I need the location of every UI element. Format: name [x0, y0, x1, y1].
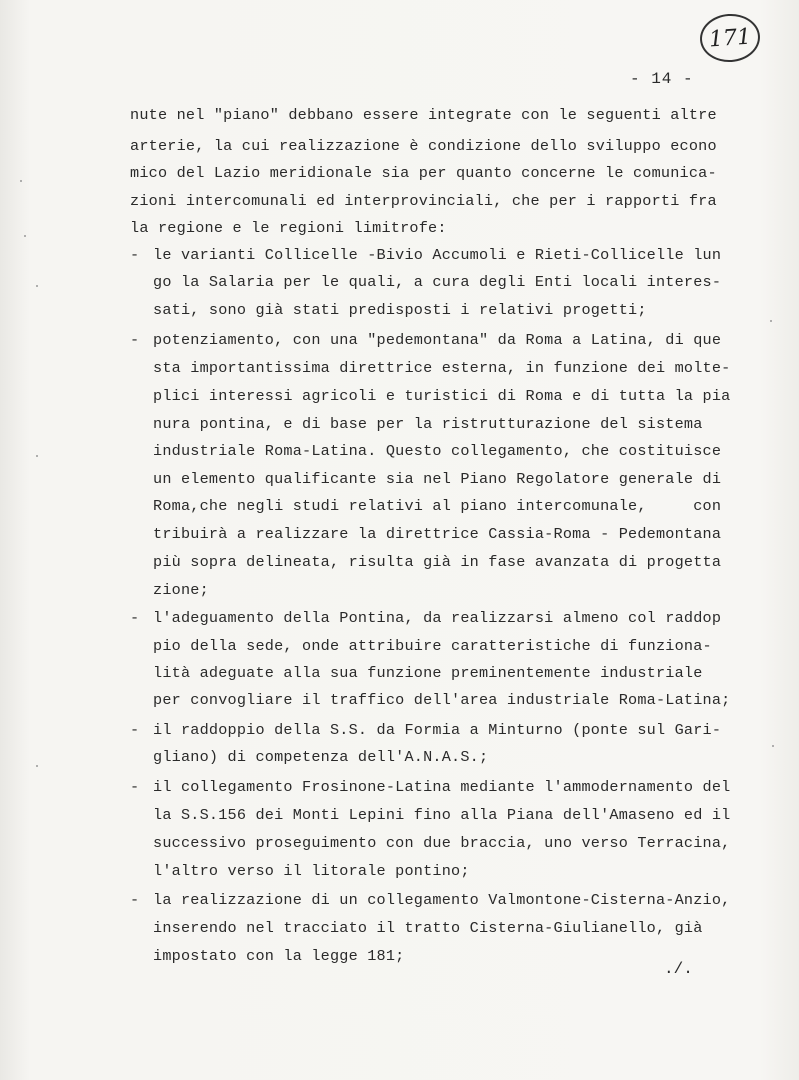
text-line-26: la S.S.156 dei Monti Lepini fino alla Piana dell'Amaseno ed il [153, 806, 731, 824]
scan-speck [24, 235, 26, 237]
scan-speck [772, 745, 774, 747]
text-line-5: la regione e le regioni limitrofe: [130, 219, 447, 237]
text-line-4: zioni intercomunali ed interprovinciali, che per i rapporti fra [130, 192, 717, 210]
scan-speck [36, 765, 38, 767]
text-line-19: l'adeguamento della Pontina, da realizzarsi almeno col raddop [153, 609, 722, 627]
list-dash-2: - [130, 331, 140, 349]
text-line-1: nute nel "piano" debbano essere integrate con le seguenti altre [130, 106, 717, 124]
text-line-14: un elemento qualificante sia nel Piano Regolatore generale di [153, 470, 722, 488]
scan-speck [20, 180, 22, 182]
text-line-22: per convogliare il traffico dell'area industriale Roma-Latina; [153, 691, 731, 709]
text-line-16: tribuirà a realizzare la direttrice Cassia-Roma - Pedemontana [153, 525, 722, 543]
text-line-23: il raddoppio della S.S. da Formia a Minturno (ponte sul Gari- [153, 721, 722, 739]
text-line-10: sta importantissima direttrice esterna, in funzione dei molte- [153, 359, 731, 377]
list-dash-6: - [130, 891, 140, 909]
text-line-31: impostato con la legge 181; [153, 947, 405, 965]
scan-speck [770, 320, 772, 322]
text-line-12: nura pontina, e di base per la ristrutturazione del sistema [153, 415, 703, 433]
text-line-27: successivo proseguimento con due braccia, uno verso Terracina, [153, 834, 731, 852]
text-line-2: arterie, la cui realizzazione è condizione dello sviluppo econo [130, 137, 717, 155]
page-number: - 14 - [630, 70, 694, 88]
list-dash-3: - [130, 609, 140, 627]
text-line-18: zione; [153, 581, 209, 599]
text-line-17: più sopra delineata, risulta già in fase avanzata di progetta [153, 553, 722, 571]
text-line-20: pio della sede, onde attribuire caratteristiche di funziona- [153, 637, 712, 655]
text-line-30: inserendo nel tracciato il tratto Cisterna-Giulianello, già [153, 919, 703, 937]
list-dash-5: - [130, 778, 140, 796]
scan-speck [36, 455, 38, 457]
text-line-3: mico del Lazio meridionale sia per quanto concerne le comunica- [130, 164, 717, 182]
text-line-7: go la Salaria per le quali, a cura degli Enti locali interes- [153, 273, 722, 291]
text-line-11: plici interessi agricoli e turistici di Roma e di tutta la pia [153, 387, 731, 405]
scan-speck [36, 285, 38, 287]
continuation-mark: ./. [664, 960, 693, 978]
text-line-29: la realizzazione di un collegamento Valmontone-Cisterna-Anzio, [153, 891, 731, 909]
archive-number-stamp [698, 12, 761, 64]
text-line-13: industriale Roma-Latina. Questo collegamento, che costituisce [153, 442, 722, 460]
list-dash-1: - [130, 246, 140, 264]
text-line-15: Roma,che negli studi relativi al piano intercomunale, con [153, 497, 722, 515]
text-line-25: il collegamento Frosinone-Latina mediante l'ammodernamento del [153, 778, 731, 796]
text-line-9: potenziamento, con una "pedemontana" da Roma a Latina, di que [153, 331, 722, 349]
text-line-21: lità adeguate alla sua funzione preminentemente industriale [153, 664, 703, 682]
text-line-6: le varianti Collicelle -Bivio Accumoli e Rieti-Collicelle lun [153, 246, 722, 264]
text-line-28: l'altro verso il litorale pontino; [153, 862, 470, 880]
list-dash-4: - [130, 721, 140, 739]
text-line-8: sati, sono già stati predisposti i relativi progetti; [153, 301, 647, 319]
text-line-24: gliano) di competenza dell'A.N.A.S.; [153, 748, 489, 766]
stamp-number: 171 [708, 24, 752, 52]
